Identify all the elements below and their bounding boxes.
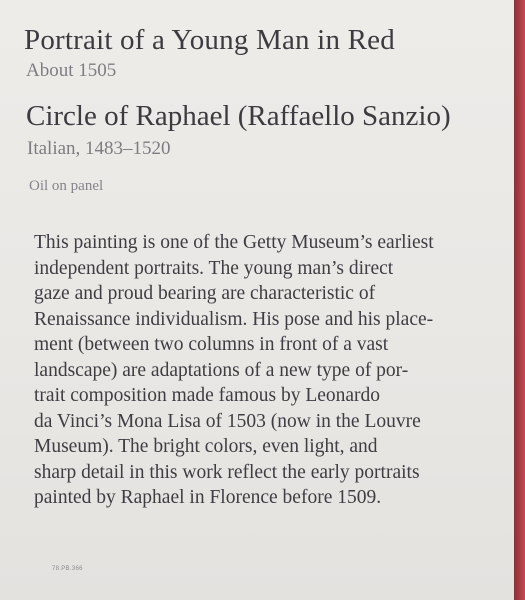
description-line: independent portraits. The young man’s direct xyxy=(34,257,394,279)
description-line: painted by Raphael in Florence before 1509. xyxy=(34,487,382,508)
description-line: Museum). The bright colors, even light, and xyxy=(34,436,378,457)
description-line: sharp detail in this work reflect the early portraits xyxy=(34,461,420,483)
artist-name: Circle of Raphael (Raffaello Sanzio) xyxy=(26,100,451,132)
artwork-title: Portrait of a Young Man in Red xyxy=(24,24,395,56)
description-line: trait composition made famous by Leonardo xyxy=(34,385,381,406)
description-line: This painting is one of the Getty Museum’s earliest xyxy=(34,232,434,253)
description-line: gaze and proud bearing are characteristic of xyxy=(34,283,376,304)
description-line: da Vinci’s Mona Lisa of 1503 (now in the Louvre xyxy=(34,410,421,432)
artist-nationality-dates: Italian, 1483–1520 xyxy=(27,138,171,159)
description-line: landscape) are adaptations of a new type of por- xyxy=(34,359,409,381)
artwork-medium: Oil on panel xyxy=(29,178,104,194)
description-text xyxy=(34,230,504,511)
artwork-date: About 1505 xyxy=(26,60,117,81)
accession-number: 78.PB.366 xyxy=(52,566,83,572)
red-wall-edge xyxy=(514,0,525,600)
description-line: Renaissance individualism. His pose and his place- xyxy=(34,308,434,330)
description-line: ment (between two columns in front of a vast xyxy=(34,334,389,355)
